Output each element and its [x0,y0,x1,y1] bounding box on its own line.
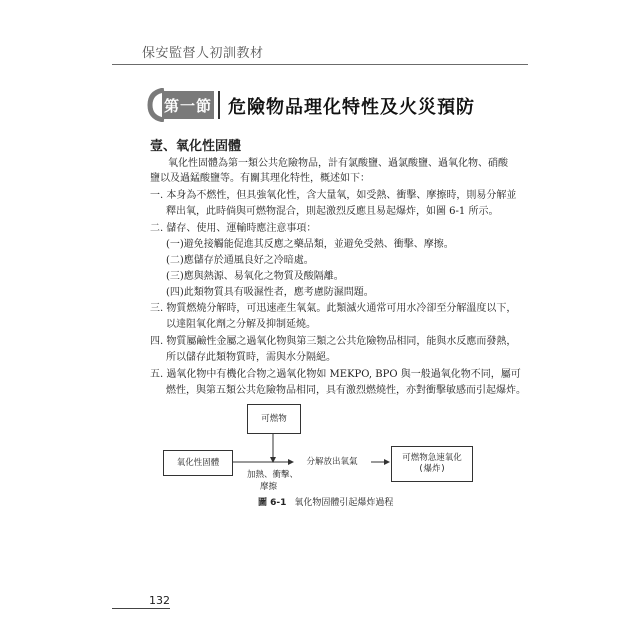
oxidizer-box: 氧化性固體 [163,450,233,476]
list-item-3: 三. 物質燃燒分解時，可迅速產生氧氣。此類滅火通常可用水冷卻至分解溫度以下， [150,303,517,314]
paragraph-line: 氧化性固體為第一類公共危險物品，計有氯酸鹽、過氯酸鹽、過氧化物、硝酸 [168,158,508,169]
list-item-4-cont: 所以儲存此類物質時，需與水分隔絕。 [166,352,336,363]
figure-6-1-diagram [150,400,490,510]
section-title: 危險物品理化特性及火災預防 [228,97,475,118]
list-item-5-cont: 燃性，與第五類公共危險物品相同，具有激烈燃燒性，亦對衝擊敏感而引起爆炸。 [166,385,526,396]
section-heading [146,88,486,124]
paragraph-line: 鹽以及過錳酸鹽等。有關其理化特性，概述如下： [150,173,370,184]
result-line-1: 可燃物急速氧化 [402,453,462,463]
result-line-2: (爆炸) [418,464,446,474]
release-oxygen-box: 分解放出氧氣 [295,450,369,474]
running-header-title: 保安監督人初訓教材 [142,46,264,61]
list-item-1-cont: 釋出氧，此時倘與可燃物混合，則起激烈反應且易起爆炸，如圖 6-1 所示。 [166,206,499,217]
figure-caption [258,495,393,508]
result-box [391,446,473,482]
trigger-label-1: 加熱、衝擊、 [247,470,299,480]
running-header [112,40,528,65]
section-divider [218,91,220,119]
list-subitem-2-1: (一)避免接觸能促進其反應之藥品類，並避免受熱、衝擊、摩擦。 [166,239,454,250]
list-item-4: 四. 物質屬鹼性金屬之過氧化物與第三類之公共危險物品相同，能與水反應而發熱， [150,336,517,347]
combustible-box: 可燃物 [247,404,301,434]
list-item-3-cont: 以達阻氧化劑之分解及抑制延燒。 [166,319,316,330]
page-number: 132 [112,594,170,609]
section-badge: 第一節 [162,91,214,119]
list-subitem-2-4: (四)此類物質具有吸濕性者，應考慮防濕問題。 [166,287,374,298]
figure-caption-text: 氧化物固體引起爆炸過程 [294,498,394,508]
list-item-2: 二. 儲存、使用、運輸時應注意事項： [150,223,317,234]
figure-number: 圖 6-1 [258,498,287,508]
trigger-label-2: 摩擦 [260,482,278,492]
list-subitem-2-2: (二)應儲存於通風良好之冷暗處。 [166,255,314,266]
list-item-1: 一. 本身為不燃性，但具強氧化性，含大量氧，如受熱、衝擊、摩擦時，則易分解並 [150,190,517,201]
subsection-title: 壹、氧化性固體 [150,139,242,154]
list-subitem-2-3: (三)應與熱源、易氧化之物質及酸隔離。 [166,271,344,282]
list-item-5: 五. 過氧化物中有機化合物之過氧化物如 MEKPO, BPO 與一般過氧化物不同，屬可 [150,369,521,380]
